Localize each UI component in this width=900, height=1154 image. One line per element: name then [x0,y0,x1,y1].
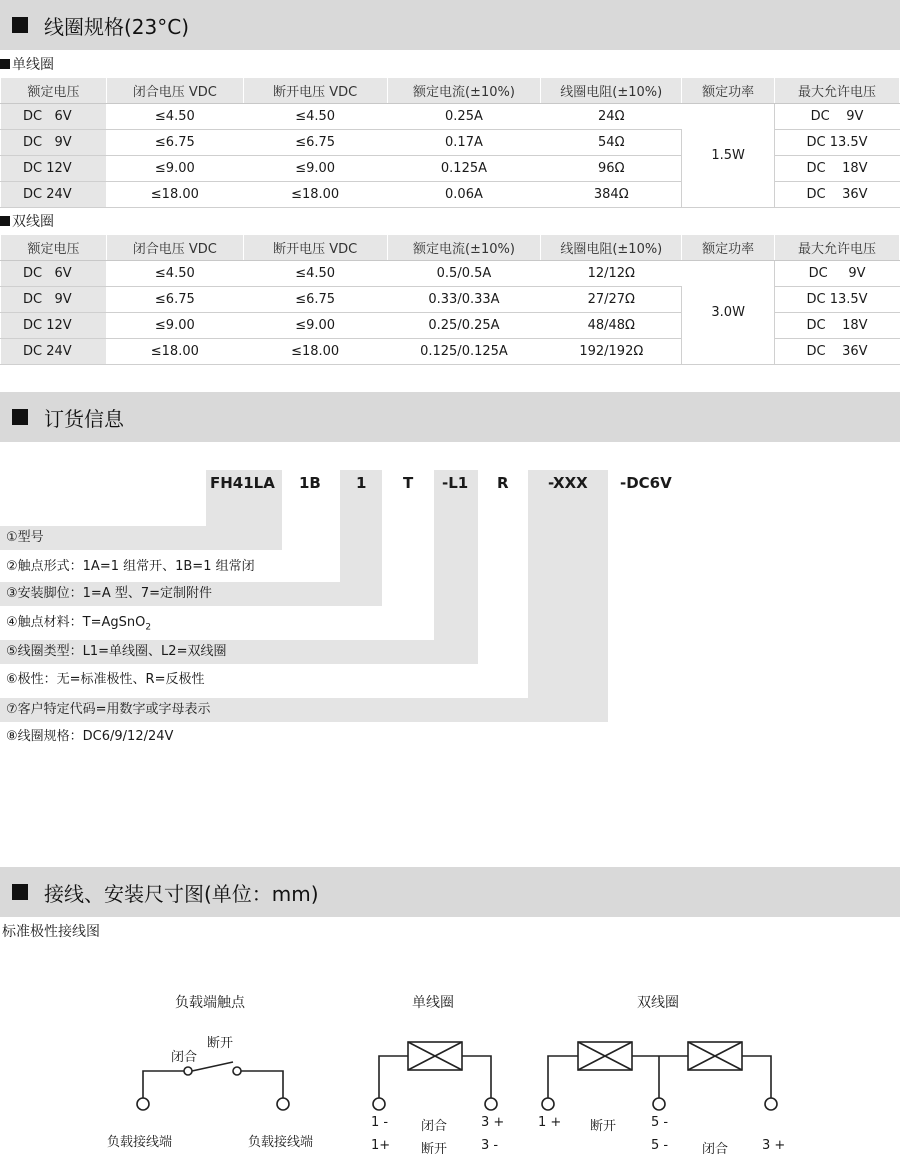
double-pin-5a: 5 - [651,1115,669,1130]
double-pin-3: 3 + [762,1138,786,1153]
double-close-label: 闭合 [702,1142,729,1154]
code-model: FH41LA [210,474,275,492]
header-cell: 断开电压 VDC [243,235,387,261]
table-cell: ≤18.00 [106,182,243,208]
header-cell: 额定电流(±10%) [387,78,541,104]
table-cell: DC 9V [1,287,107,313]
table-cell: 0.25/0.25A [387,313,541,339]
table-cell: 0.25A [387,104,541,130]
header-cell: 线圈电阻(±10%) [541,235,682,261]
header-cell: 额定功率 [682,235,775,261]
code-polarity: R [497,474,509,492]
table-cell: ≤4.50 [243,261,387,287]
table-cell: ≤6.75 [106,287,243,313]
table-cell: DC 24V [1,182,107,208]
double-coil-symbol [542,1042,777,1110]
load-terminal-left: 负载接线端 [107,1135,173,1150]
header-cell: 闭合电压 VDC [106,235,243,261]
single-pin-1a: 1 - [371,1115,389,1130]
table-cell: ≤6.75 [106,130,243,156]
order-item: ①型号 [6,530,44,545]
load-contact-title: 负载端触点 [175,995,245,1011]
table-cell: 24Ω [541,104,682,130]
table-cell: 0.06A [387,182,541,208]
table-cell: DC 12V [1,156,107,182]
double-coil-title: 双线圈 [637,995,679,1011]
table-cell: ≤6.75 [243,130,387,156]
header-cell: 线圈电阻(±10%) [541,78,682,104]
code-material: T [403,474,414,492]
table-cell: ≤18.00 [243,182,387,208]
single-open-label: 断开 [421,1142,448,1154]
sub-label-text: 双线圈 [12,214,54,230]
power-cell: 3.0W [682,261,775,365]
header-cell: 最大允许电压 [775,235,900,261]
header-cell: 最大允许电压 [775,78,900,104]
order-item: ⑧线圈规格：DC6/9/12/24V [6,729,174,744]
table-cell: DC 13.5V [775,287,900,313]
table-cell: 384Ω [541,182,682,208]
table-cell: DC 9V [775,104,900,130]
code-customer: -XXX [548,474,588,492]
header-cell: 额定电压 [1,78,107,104]
table-cell: 12/12Ω [541,261,682,287]
section-title: 线圈规格(23°C) [44,14,190,39]
double-pin-1: 1 + [538,1115,562,1130]
wiring-caption: 标准极性接线图 [2,924,100,940]
order-item: ②触点形式：1A=1 组常开、1B=1 组常闭 [6,559,255,574]
table-cell: DC 18V [775,156,900,182]
table-cell: DC 6V [1,261,107,287]
table-cell: DC 36V [775,182,900,208]
order-item: ③安装脚位：1=A 型、7=定制附件 [6,586,213,601]
section-title: 接线、安装尺寸图(单位：mm) [44,881,319,906]
table-cell: 0.5/0.5A [387,261,541,287]
section-title: 订货信息 [44,406,124,431]
single-close-label: 闭合 [421,1119,448,1134]
order-item: ⑥极性：无=标准极性、R=反极性 [6,672,205,687]
table-cell: DC 12V [1,313,107,339]
header-cell: 闭合电压 VDC [106,78,243,104]
sub-label-text: 单线圈 [12,57,54,73]
single-pin-3a: 3 + [481,1115,505,1130]
table-cell: 48/48Ω [541,313,682,339]
single-pin-3b: 3 - [481,1138,499,1153]
table-cell: 0.125/0.125A [387,339,541,365]
table-cell: ≤4.50 [243,104,387,130]
subscript: 2 [145,622,152,633]
table-cell: 0.125A [387,156,541,182]
table-cell: 96Ω [541,156,682,182]
header-cell: 额定电流(±10%) [387,235,541,261]
double-open-label: 断开 [590,1119,617,1134]
table-cell: 54Ω [541,130,682,156]
order-item: ⑤线圈类型：L1=单线圈、L2=双线圈 [6,644,227,659]
double-pin-5b: 5 - [651,1138,669,1153]
table-cell: DC 13.5V [775,130,900,156]
code-contact: 1B [299,474,321,492]
table-cell: DC 36V [775,339,900,365]
table-cell: ≤6.75 [243,287,387,313]
load-terminal-right: 负载接线端 [248,1135,314,1150]
table-cell: DC 9V [1,130,107,156]
order-item: ⑦客户特定代码=用数字或字母表示 [6,702,211,717]
single-pin-1b: 1+ [371,1138,391,1153]
single-coil-title: 单线圈 [412,995,454,1011]
table-cell: ≤18.00 [243,339,387,365]
table-cell: 0.17A [387,130,541,156]
table-cell: 27/27Ω [541,287,682,313]
header-cell: 额定功率 [682,78,775,104]
table-cell: DC 6V [1,104,107,130]
table-cell: DC 9V [775,261,900,287]
single-coil-symbol [373,1042,497,1110]
table-cell: 192/192Ω [541,339,682,365]
table-cell: ≤4.50 [106,261,243,287]
table-cell: ≤9.00 [106,313,243,339]
load-contact-symbol [137,1062,289,1110]
table-cell: ≤9.00 [106,156,243,182]
load-open-label: 断开 [207,1036,234,1051]
table-cell: 0.33/0.33A [387,287,541,313]
table-cell: ≤18.00 [106,339,243,365]
table-cell: DC 18V [775,313,900,339]
table-cell: ≤9.00 [243,156,387,182]
power-cell: 1.5W [682,104,775,208]
table-cell: ≤9.00 [243,313,387,339]
header-cell: 额定电压 [1,235,107,261]
code-coil-type: -L1 [442,474,469,492]
code-coil-spec: -DC6V [620,474,672,492]
code-mount: 1 [356,474,367,492]
header-cell: 断开电压 VDC [243,78,387,104]
table-cell: ≤4.50 [106,104,243,130]
table-cell: DC 24V [1,339,107,365]
load-close-label: 闭合 [171,1050,198,1065]
order-item-text: ④触点材料：T=AgSnO [6,615,146,630]
